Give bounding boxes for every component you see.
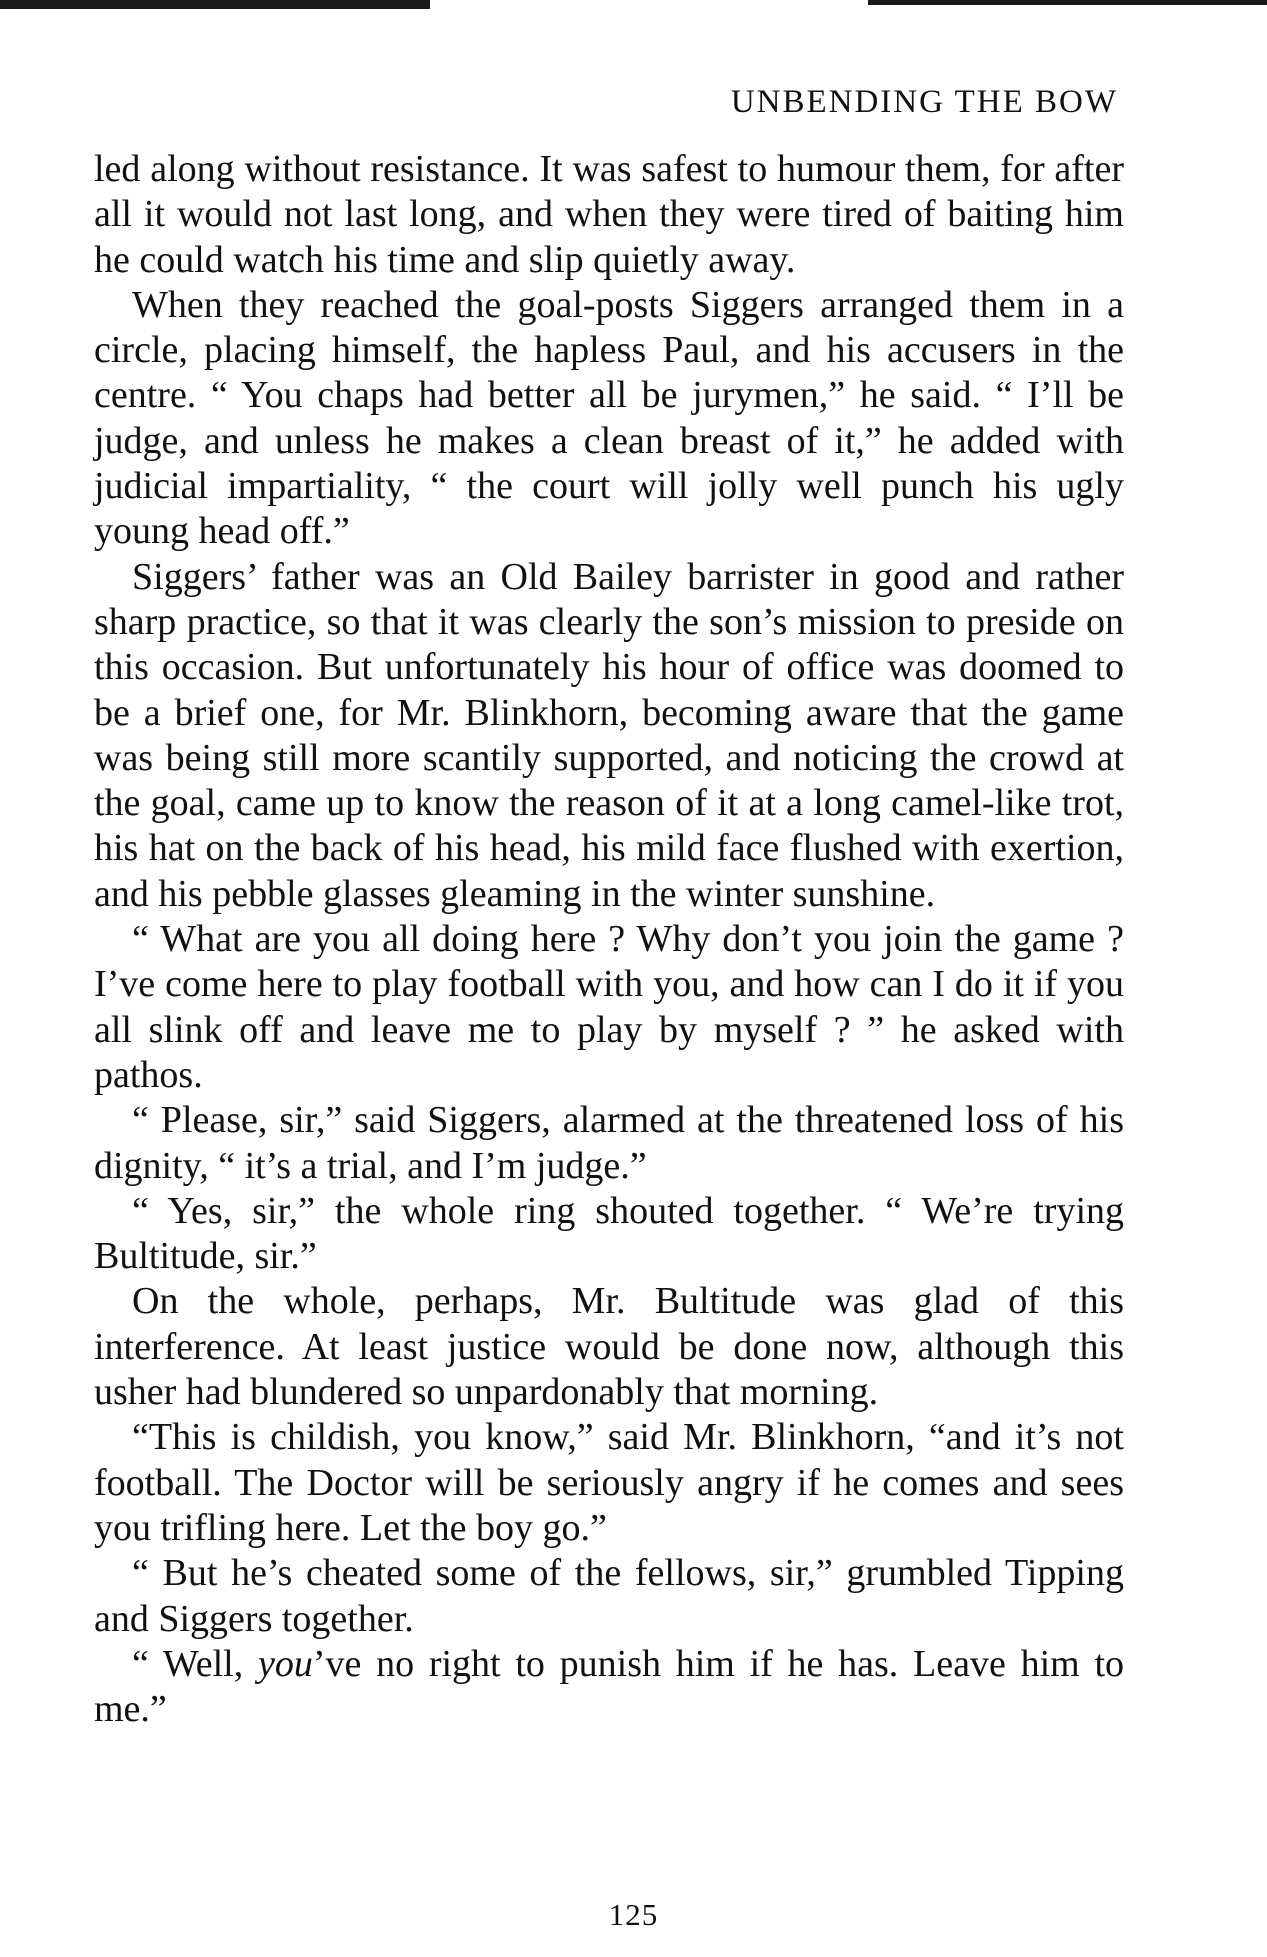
- paragraph-1: led along without resistance. It was safest to humour them, for after all it would not last long, and when they were tired of baiting him he could watch his time and slip quietly away.: [94, 148, 1124, 281]
- paragraph-10-before: “ Well,: [132, 1642, 258, 1685]
- page-number: 125: [608, 1897, 659, 1932]
- paragraph-4: “ What are you all doing here ? Why don’t you join the game ? I’ve come here to play football with you, and how can I do it if you all slink off and leave me to play by myself ? ” he asked with pathos.: [94, 918, 1124, 1096]
- paragraph-5: “ Please, sir,” said Siggers, alarmed at the threatened loss of his dignity, “ it’s a trial, and I’m judge.”: [94, 1099, 1124, 1187]
- top-rule-right: [868, 0, 1267, 5]
- paragraph-7: On the whole, perhaps, Mr. Bultitude was glad of this interference. At least justice would be done now, although this usher had blundered so unpardonably that morning.: [94, 1280, 1124, 1414]
- paragraph-8: “This is childish, you know,” said Mr. Blinkhorn, “and it’s not football. The Doctor will be seriously angry if he comes and sees you trifling here. Let the boy go.”: [94, 1416, 1124, 1549]
- paragraph-10-after: ’ve no right to punish him if he has. Leave him to me.”: [94, 1642, 1124, 1731]
- running-head: UNBENDING THE BOW: [730, 84, 1118, 120]
- paragraph-10: [94, 1642, 1124, 1733]
- paragraph-2: When they reached the goal-posts Siggers arranged them in a circle, placing himself, the hapless Paul, and his accusers in the centre. “ You chaps had better all be jurymen,” he said. “ I’ll be judge, and unless he makes a clean breast of it,” he added with judicial impartiality, “ the court will jolly well punch his ugly young head off.”: [94, 283, 1124, 553]
- emphasis-you: you: [257, 1642, 313, 1685]
- top-rule-left: [0, 0, 430, 9]
- body-text: [94, 147, 1124, 1732]
- paragraph-9: “ But he’s cheated some of the fellows, sir,” grumbled Tipping and Siggers together.: [94, 1552, 1124, 1640]
- paragraph-6: “ Yes, sir,” the whole ring shouted together. “ We’re trying Bultitude, sir.”: [94, 1189, 1124, 1278]
- paragraph-3: Siggers’ father was an Old Bailey barrister in good and rather sharp practice, so that it was clearly the son’s mission to preside on this occasion. But unfortunately his hour of office was doomed to be a brief one, for Mr. Blinkhorn, becoming aware that the game was being still more scantily supported, and noticing the crowd at the goal, came up to know the reason of it at a long camel-like trot, his hat on the back of his head, his mild face flushed with exertion, and his pebble glasses gleaming in the winter sunshine.: [94, 555, 1124, 915]
